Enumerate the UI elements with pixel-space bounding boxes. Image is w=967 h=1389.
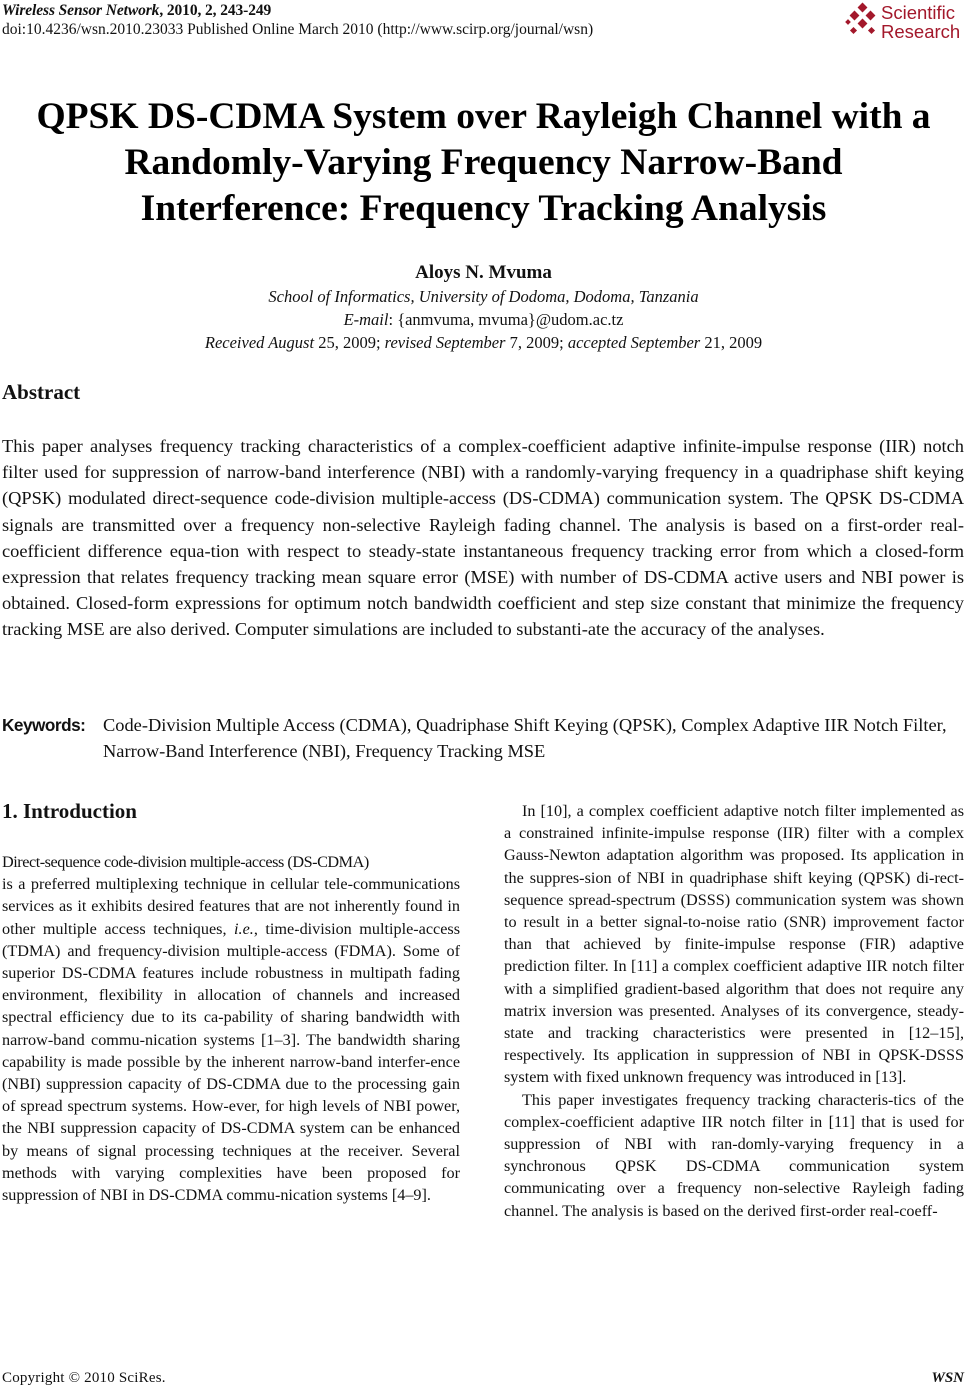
abstract-text: This paper analyses frequency tracking characteristics of a complex-coefficient adaptive infinite-impulse response (IIR) notch filter used for suppression of narrow-band interference (NBI) with a randomly-varying frequency in a quadriphase shift keying (QPSK) modulated direct-sequence code-division multiple-access (DS-CDMA) communication system. The QPSK DS-CDMA signals are transmitted over a frequency non-selective Rayleigh fading channel. The analysis is based on a first-order real-coefficient difference equa-tion with respect to steady-state instantaneous frequency tracking error from which a closed-form expression that relates frequency tracking mean square error (MSE) with number of DS-CDMA active users and NBI power is obtained. Closed-form expressions for optimum notch bandwidth coefficient and step size constant that minimize the frequency tracking MSE are also derived. Computer simulations are included to substanti-ate the accuracy of the analyses. <box>2 436 964 640</box>
received-value: 25, 2009; <box>314 333 385 352</box>
right-column-text <box>504 800 964 1222</box>
keywords-label: Keywords: <box>2 715 86 735</box>
publication-dates <box>0 333 967 353</box>
journal-name: Wireless Sensor Network <box>2 2 160 19</box>
author-email <box>0 310 967 330</box>
intro-paragraph-3: This paper investigates frequency tracking characteris-tics of the complex-coefficient adaptive IIR notch filter in [11] that is used for suppression of NBI with ran-domly-varying frequency in a synchronous QPSK DS-CDMA communication system communicating over a frequency non-selective Rayleigh fading channel. The analysis is based on the derived first-order real-coeff- <box>504 1090 964 1220</box>
section-heading-introduction: 1. Introduction <box>2 799 137 823</box>
revised-label: revised September <box>384 333 506 352</box>
email-label: E-mail <box>343 310 389 329</box>
keywords-text: Code-Division Multiple Access (CDMA), Quadriphase Shift Keying (QPSK), Complex Adaptive IIR Notch Filter, Narrow-Band Interference (NBI), Frequency Tracking MSE <box>103 715 947 761</box>
footer-copyright: Copyright © 2010 SciRes. <box>2 1370 166 1386</box>
title-line-3: Interference: Frequency Tracking Analysis <box>140 188 827 229</box>
logo-text-research: Research <box>881 21 961 42</box>
accepted-value: 21, 2009 <box>700 333 763 352</box>
journal-citation <box>2 2 271 20</box>
author-name: Aloys N. Mvuma <box>415 262 552 283</box>
received-label: Received August <box>204 333 315 352</box>
intro-first-line: Direct-sequence code-division multiple-access (DS-CDMA) <box>2 853 369 871</box>
left-column-text <box>2 851 460 1206</box>
title-line-1: QPSK DS-CDMA System over Rayleigh Channel with a <box>36 96 931 137</box>
abstract-heading: Abstract <box>2 380 81 404</box>
doi-line: doi:10.4236/wsn.2010.23033 Published Online March 2010 (http://www.scirp.org/journal/wsn) <box>2 21 594 38</box>
intro-text-part-2: , time-division multiple-access (TDMA) and frequency-division multiple-access (FDMA). Some of superior DS-CDMA features include robustness in multipath fading environment, flexibility in allocation of channels and increased spectral efficiency due to its ca-pability of sharing bandwidth with narrow-band commu-nication systems [1–3]. The bandwidth sharing capability is made possible by the inherent narrow-band interfer-ence (NBI) suppression capacity of DS-CDMA due to the processing gain of spread spectrum systems. How-ever, for high levels of NBI power, the NBI suppression capacity of DS-CDMA system can be enhanced by means of signal processing techniques at the receiver. Several methods with varying complexities have been proposed for suppression of NBI in DS-CDMA commu-nication systems [4–9]. <box>2 919 460 1205</box>
intro-paragraph-2: In [10], a complex coefficient adaptive notch filter implemented as a constrained infinite-impulse response (IIR) filter with a complex Gauss-Newton adaptation algorithm was proposed. Its application in the suppres-sion of NBI in quadriphase shift keying (QPSK) di-rect-sequence spread-spectrum (DSSS) communication system was shown to result in a better signal-to-noise ratio (SNR) improvement factor than that achieved by finite-impulse response (FIR) adaptive prediction filter. In [11] a complex coefficient adaptive IIR notch filter with a simplified gradient-based algorithm that does not require any matrix inversion was presented. Analyses of its convergence, steady-state and tracking characteristics were presented in [12–15], respectively. Its application in suppression of NBI in QPSK-DSSS system with fixed unknown frequency was introduced in [13]. <box>504 802 964 1087</box>
journal-volume: , 2010, 2, 243-249 <box>159 2 272 19</box>
footer-journal-abbr: WSN <box>931 1370 964 1386</box>
paper-title <box>0 94 967 232</box>
logo-text-scientific: Scientific <box>881 2 956 23</box>
accepted-label: accepted September <box>567 333 701 352</box>
email-value: : {anmvuma, mvuma}@udom.ac.tz <box>388 310 624 329</box>
intro-ie: i.e. <box>234 919 254 938</box>
intro-text-part-1: is a preferred multiplexing technique in cellular tele-communications services as it exhibits desired features that are not inherently found in other multiple access techniques, <box>2 875 460 938</box>
revised-value: 7, 2009; <box>505 333 568 352</box>
title-line-2: Randomly-Varying Frequency Narrow-Band <box>124 142 843 183</box>
publisher-logo <box>845 0 965 44</box>
scientific-research-logo-icon <box>845 2 881 38</box>
author-affiliation: School of Informatics, University of Dodoma, Dodoma, Tanzania <box>268 287 699 306</box>
intro-paragraph-1 <box>2 873 460 1206</box>
